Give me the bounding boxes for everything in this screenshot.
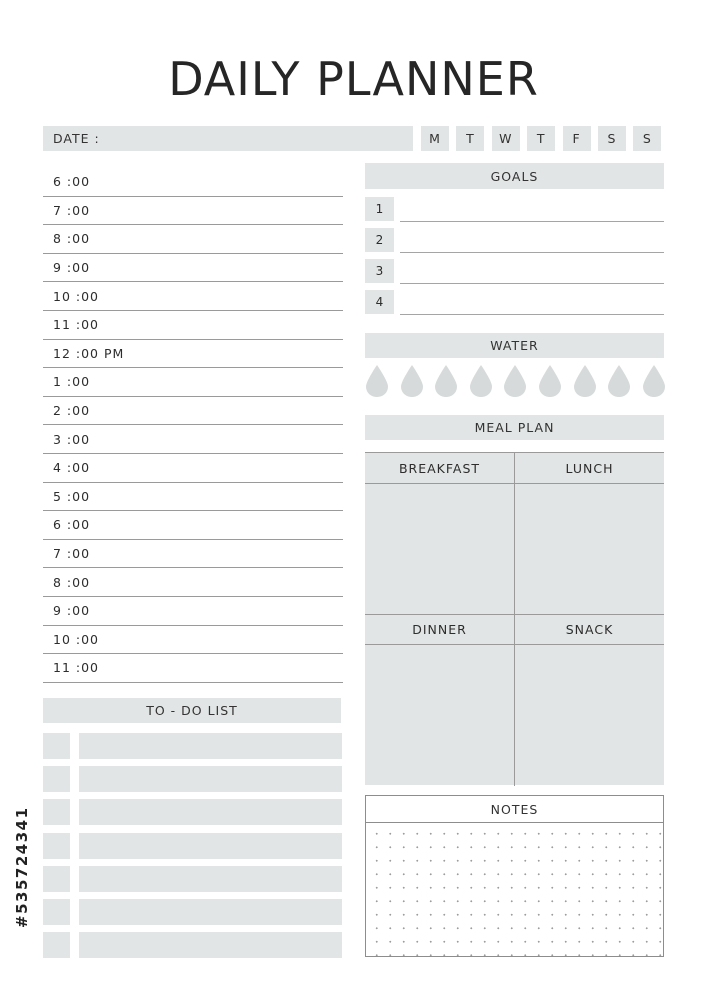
schedule-row[interactable]: 6 :00 — [43, 511, 343, 540]
todo-item-field[interactable] — [79, 766, 342, 792]
todo-item-field[interactable] — [79, 799, 342, 825]
todo-item-field[interactable] — [79, 932, 342, 958]
schedule-row[interactable]: 12 :00 PM — [43, 340, 343, 369]
weekday-3[interactable]: T — [527, 126, 555, 151]
notes-title: NOTES — [490, 801, 539, 817]
water-drop-icon[interactable] — [607, 364, 631, 398]
schedule-row[interactable]: 1 :00 — [43, 368, 343, 397]
meal-plan-title: MEAL PLAN — [474, 420, 555, 435]
dinner-area[interactable] — [365, 645, 514, 786]
schedule-row[interactable]: 9 :00 — [43, 597, 343, 626]
schedule-row[interactable]: 6 :00 — [43, 168, 343, 197]
goal-line[interactable] — [400, 252, 664, 253]
date-bar[interactable] — [43, 126, 413, 151]
goal-line[interactable] — [400, 283, 664, 284]
schedule-row[interactable]: 10 :00 — [43, 626, 343, 655]
schedule-row[interactable]: 5 :00 — [43, 483, 343, 512]
weekday-5[interactable]: S — [598, 126, 626, 151]
page-title: DAILY PLANNER — [168, 52, 539, 106]
todo-item-field[interactable] — [79, 866, 342, 892]
breakfast-area[interactable] — [365, 484, 514, 614]
schedule-row[interactable]: 7 :00 — [43, 540, 343, 569]
schedule-row[interactable]: 11 :00 — [43, 654, 343, 683]
schedule-row[interactable]: 7 :00 — [43, 197, 343, 226]
breakfast-label: BREAKFAST — [398, 460, 481, 476]
goal-line[interactable] — [400, 314, 664, 315]
goals-title: GOALS — [490, 168, 539, 184]
lunch-area[interactable] — [515, 484, 664, 614]
water-title: WATER — [490, 338, 539, 353]
schedule-row[interactable]: 9 :00 — [43, 254, 343, 283]
weekday-2[interactable]: W — [492, 126, 520, 151]
water-drop-icon[interactable] — [434, 364, 458, 398]
stock-id-watermark: #535724341 — [13, 806, 31, 929]
todo-header — [43, 698, 341, 723]
water-drop-icon[interactable] — [573, 364, 597, 398]
water-drop-icon[interactable] — [642, 364, 666, 398]
goal-number: 2 — [365, 228, 394, 252]
weekday-0[interactable]: M — [421, 126, 449, 151]
goal-line[interactable] — [400, 221, 664, 222]
date-label: DATE : — [53, 131, 100, 146]
meal-plan-grid — [365, 452, 664, 785]
notes-dot-grid[interactable] — [366, 823, 663, 956]
weekday-4[interactable]: F — [563, 126, 591, 151]
meal-plan-header — [365, 415, 664, 440]
notes-header — [366, 796, 663, 823]
schedule-row[interactable]: 8 :00 — [43, 568, 343, 597]
water-drop-icon[interactable] — [469, 364, 493, 398]
goals-header — [365, 163, 664, 189]
schedule-row[interactable]: 3 :00 — [43, 425, 343, 454]
schedule-row[interactable]: 11 :00 — [43, 311, 343, 340]
snack-area[interactable] — [515, 645, 664, 786]
todo-item-field[interactable] — [79, 733, 342, 759]
schedule-row[interactable]: 4 :00 — [43, 454, 343, 483]
water-drop-icon[interactable] — [400, 364, 424, 398]
snack-label: SNACK — [565, 622, 614, 637]
todo-checkbox[interactable] — [43, 866, 70, 892]
water-drop-icon[interactable] — [503, 364, 527, 398]
lunch-label: LUNCH — [565, 460, 614, 476]
todo-checkbox[interactable] — [43, 899, 70, 925]
goal-number: 3 — [365, 259, 394, 283]
todo-checkbox[interactable] — [43, 833, 70, 859]
todo-item-field[interactable] — [79, 899, 342, 925]
notes-panel — [365, 795, 664, 957]
todo-checkbox[interactable] — [43, 766, 70, 792]
todo-item-field[interactable] — [79, 833, 342, 859]
todo-title: TO - DO LIST — [146, 703, 238, 718]
water-drop-icon[interactable] — [365, 364, 389, 398]
dinner-label: DINNER — [412, 622, 467, 637]
schedule-row[interactable]: 8 :00 — [43, 225, 343, 254]
water-drop-icon[interactable] — [538, 364, 562, 398]
schedule-row[interactable]: 10 :00 — [43, 282, 343, 311]
goal-number: 1 — [365, 197, 394, 221]
todo-checkbox[interactable] — [43, 799, 70, 825]
weekday-6[interactable]: S — [633, 126, 661, 151]
weekday-1[interactable]: T — [456, 126, 484, 151]
todo-checkbox[interactable] — [43, 932, 70, 958]
goal-number: 4 — [365, 290, 394, 314]
water-header — [365, 333, 664, 358]
schedule-row[interactable]: 2 :00 — [43, 397, 343, 426]
todo-checkbox[interactable] — [43, 733, 70, 759]
